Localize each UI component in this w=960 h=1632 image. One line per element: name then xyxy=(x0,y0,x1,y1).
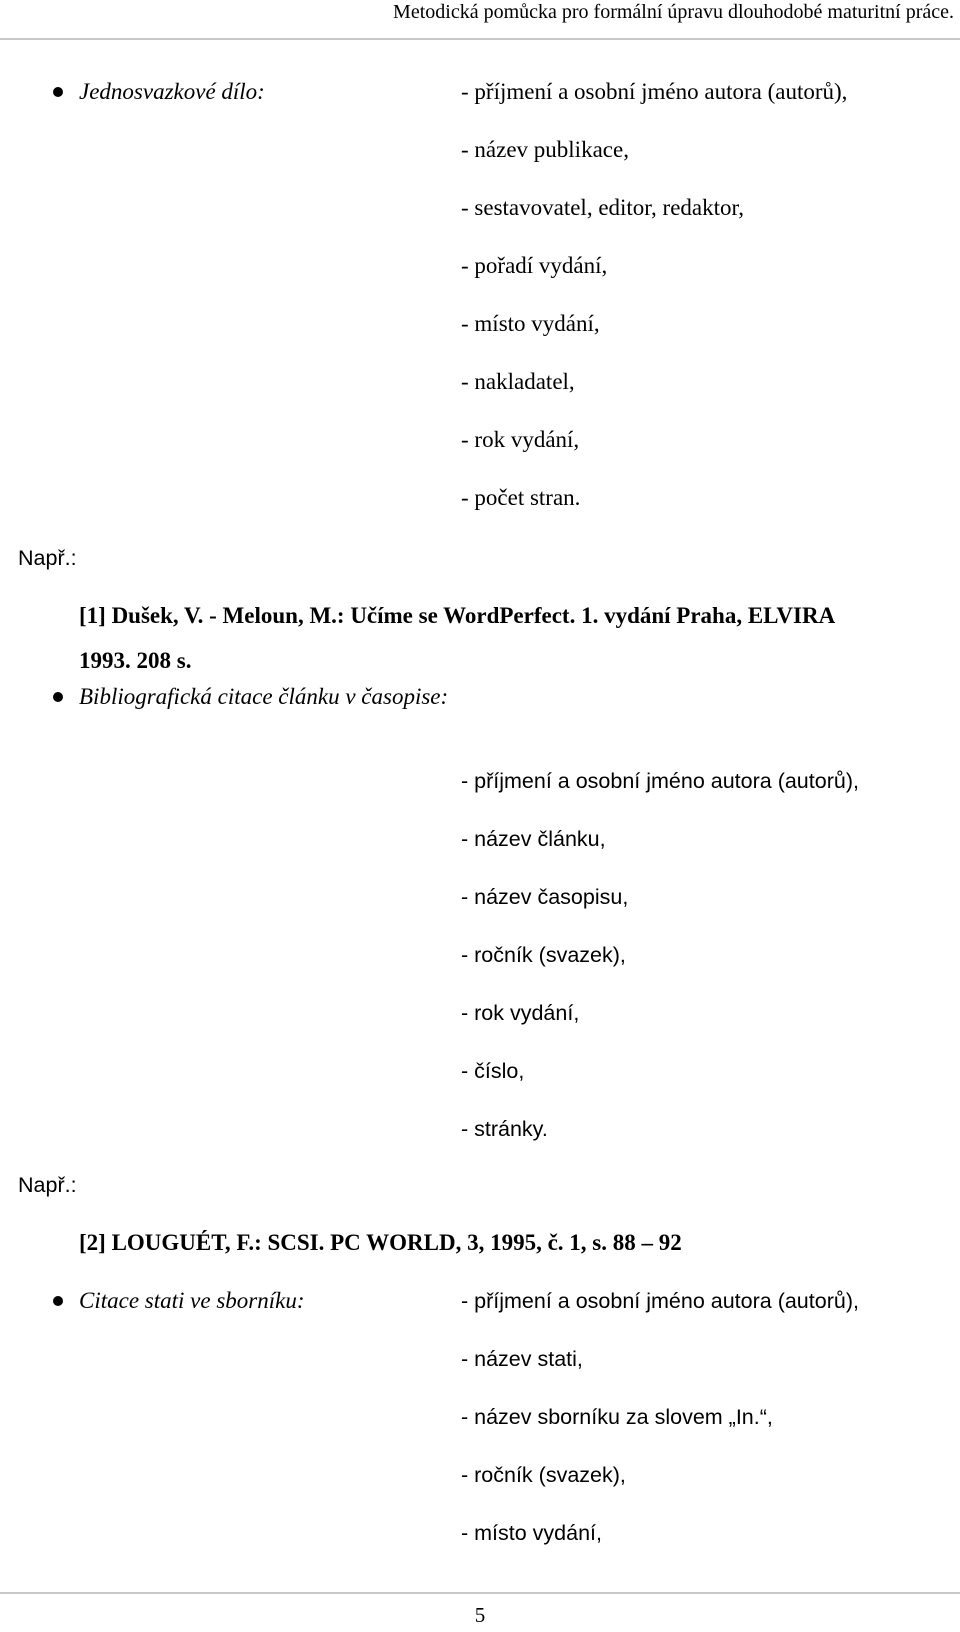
page-number: 5 xyxy=(474,1603,486,1627)
proceedings-item: - příjmení a osobní jméno autora (autorů), xyxy=(461,1289,859,1313)
monograph-item: - příjmení a osobní jméno autora (autorů), xyxy=(461,79,848,104)
monograph-item: - název publikace, xyxy=(461,137,629,162)
monograph-item: - sestavovatel, editor, redaktor, xyxy=(461,195,744,220)
proceedings-item: - místo vydání, xyxy=(461,1521,602,1545)
monograph-item: - rok vydání, xyxy=(461,427,580,452)
section-label-proceedings: Citace stati ve sborníku: xyxy=(79,1288,305,1313)
article-item: - název časopisu, xyxy=(461,885,629,909)
proceedings-item: - název stati, xyxy=(461,1347,583,1371)
example-citation: [2] LOUGUÉT, F.: SCSI. PC WORLD, 3, 1995, č. 1, s. 88 – 92 xyxy=(79,1230,682,1255)
bullet-icon xyxy=(53,692,63,702)
example-label: Např.: xyxy=(18,546,77,570)
example-citation-continued: 1993. 208 s. xyxy=(79,648,192,673)
bullet-icon xyxy=(53,87,63,97)
article-item: - číslo, xyxy=(461,1059,525,1083)
section-label-monograph: Jednosvazkové dílo: xyxy=(79,79,265,104)
footer-divider xyxy=(0,1592,960,1594)
section-label-article: Bibliografická citace článku v časopise: xyxy=(79,684,449,709)
monograph-item: - místo vydání, xyxy=(461,311,600,336)
bullet-icon xyxy=(53,1296,63,1306)
example-citation: [1] Dušek, V. - Meloun, M.: Učíme se WordPerfect. 1. vydání Praha, ELVIRA xyxy=(79,603,836,628)
article-item: - název článku, xyxy=(461,827,606,851)
page-header: Metodická pomůcka pro formální úpravu dlouhodobé maturitní práce. xyxy=(393,1,954,23)
article-item: - příjmení a osobní jméno autora (autorů), xyxy=(461,769,859,793)
header-divider xyxy=(0,38,960,40)
article-item: - stránky. xyxy=(461,1117,548,1141)
article-item: - ročník (svazek), xyxy=(461,943,626,967)
proceedings-item: - název sborníku za slovem „In.“, xyxy=(461,1405,773,1429)
monograph-item: - počet stran. xyxy=(461,485,581,510)
article-item: - rok vydání, xyxy=(461,1001,580,1025)
example-label: Např.: xyxy=(18,1173,77,1197)
proceedings-item: - ročník (svazek), xyxy=(461,1463,626,1487)
monograph-item: - pořadí vydání, xyxy=(461,253,608,278)
monograph-item: - nakladatel, xyxy=(461,369,575,394)
